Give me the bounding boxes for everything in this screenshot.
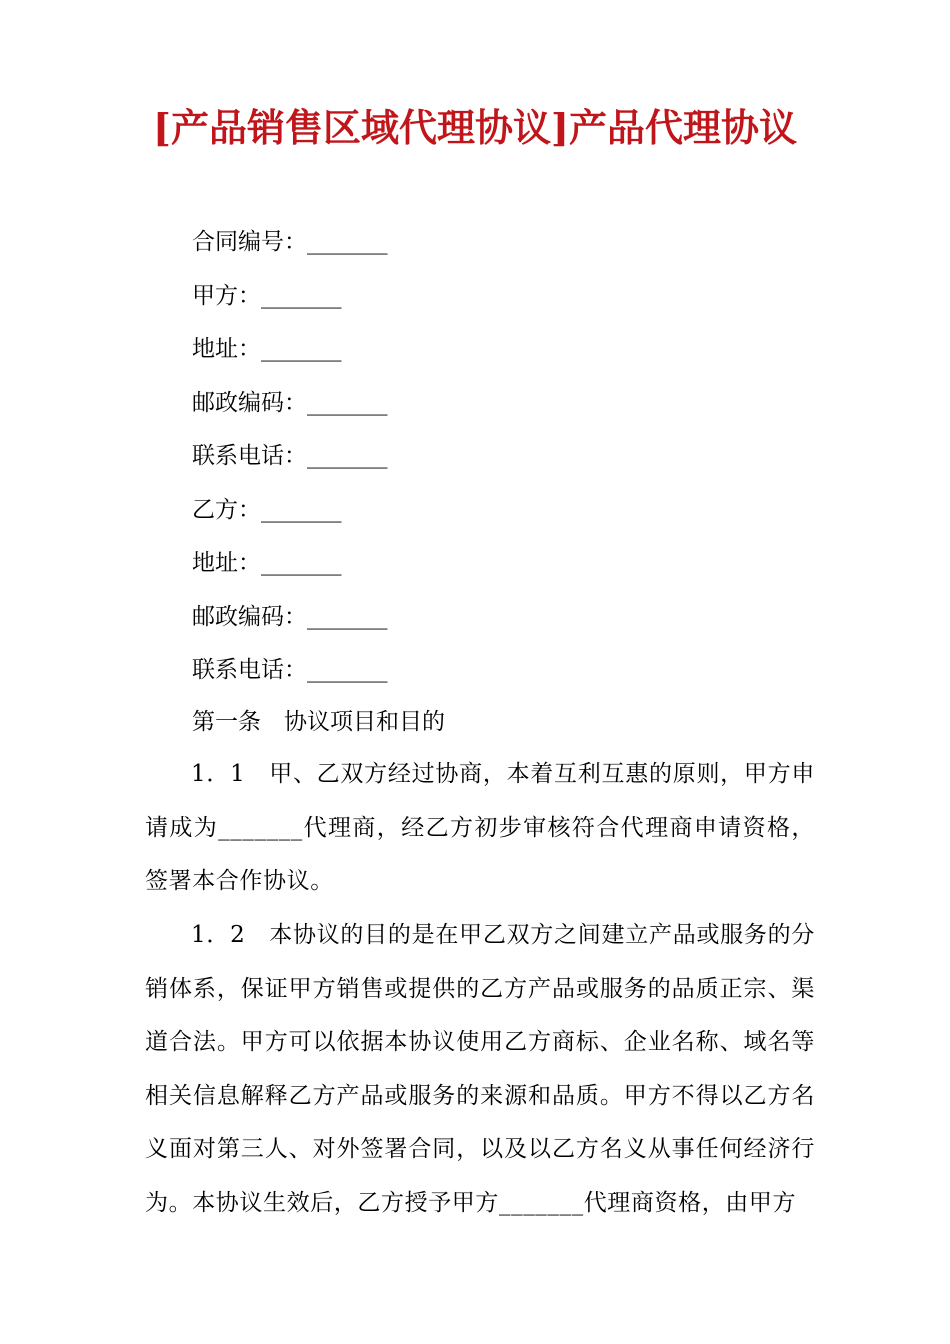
field-blank: _______: [307, 389, 388, 416]
clause-1-2: [145, 909, 815, 1230]
field-party-b-postcode: [192, 597, 388, 651]
field-party-a: [192, 276, 388, 330]
clause-number: 1．1: [191, 761, 246, 787]
clause-1-1: [145, 748, 815, 909]
field-label: 地址：: [192, 336, 261, 362]
field-party-a-address: [192, 329, 388, 383]
field-party-a-phone: [192, 436, 388, 490]
field-contract-number: [192, 222, 388, 276]
field-blank: _______: [307, 603, 388, 630]
field-label: 合同编号：: [192, 229, 307, 255]
field-party-a-postcode: [192, 383, 388, 437]
field-blank: _______: [307, 443, 388, 469]
field-blank: _______: [261, 336, 342, 362]
field-blank: _______: [261, 496, 342, 523]
document-title: [产品销售区域代理协议]产品代理协议: [153, 105, 797, 150]
field-party-b-address: [192, 543, 388, 597]
field-blank: _______: [261, 282, 342, 309]
section-heading: 第一条 协议项目和目的: [192, 709, 445, 735]
field-label: 联系电话：: [192, 443, 307, 469]
clause-text: 本协议的目的是在甲乙双方之间建立产品或服务的分销体系，保证甲方销售或提供的乙方产品或服务的品质正宗、渠道合法。甲方可以依据本协议使用乙方商标、企业名称、域名等相关信息解释乙方产品或服务的来源和品质。甲方不得以乙方名义面对第三人、对外签署合同，以及以乙方名义从事任何经济行为。本协议生效后，乙方授予甲方_______代理商资格，由甲方: [145, 922, 815, 1216]
field-label: 联系电话：: [192, 657, 307, 683]
field-label: 地址：: [192, 550, 261, 576]
field-party-b: [192, 490, 388, 544]
field-label: 邮政编码：: [192, 389, 307, 416]
field-label: 乙方：: [192, 496, 261, 523]
party-info-list: [192, 222, 388, 704]
field-blank: _______: [307, 229, 388, 255]
field-label: 邮政编码：: [192, 603, 307, 630]
field-label: 甲方：: [192, 282, 261, 309]
field-blank: _______: [307, 657, 388, 683]
field-blank: _______: [261, 550, 342, 576]
clause-number: 1．2: [191, 922, 246, 948]
field-party-b-phone: [192, 650, 388, 704]
clause-text: 甲、乙双方经过协商，本着互利互惠的原则，甲方申请成为_______代理商，经乙方初步审核符合代理商申请资格，签署本合作协议。: [145, 761, 815, 894]
